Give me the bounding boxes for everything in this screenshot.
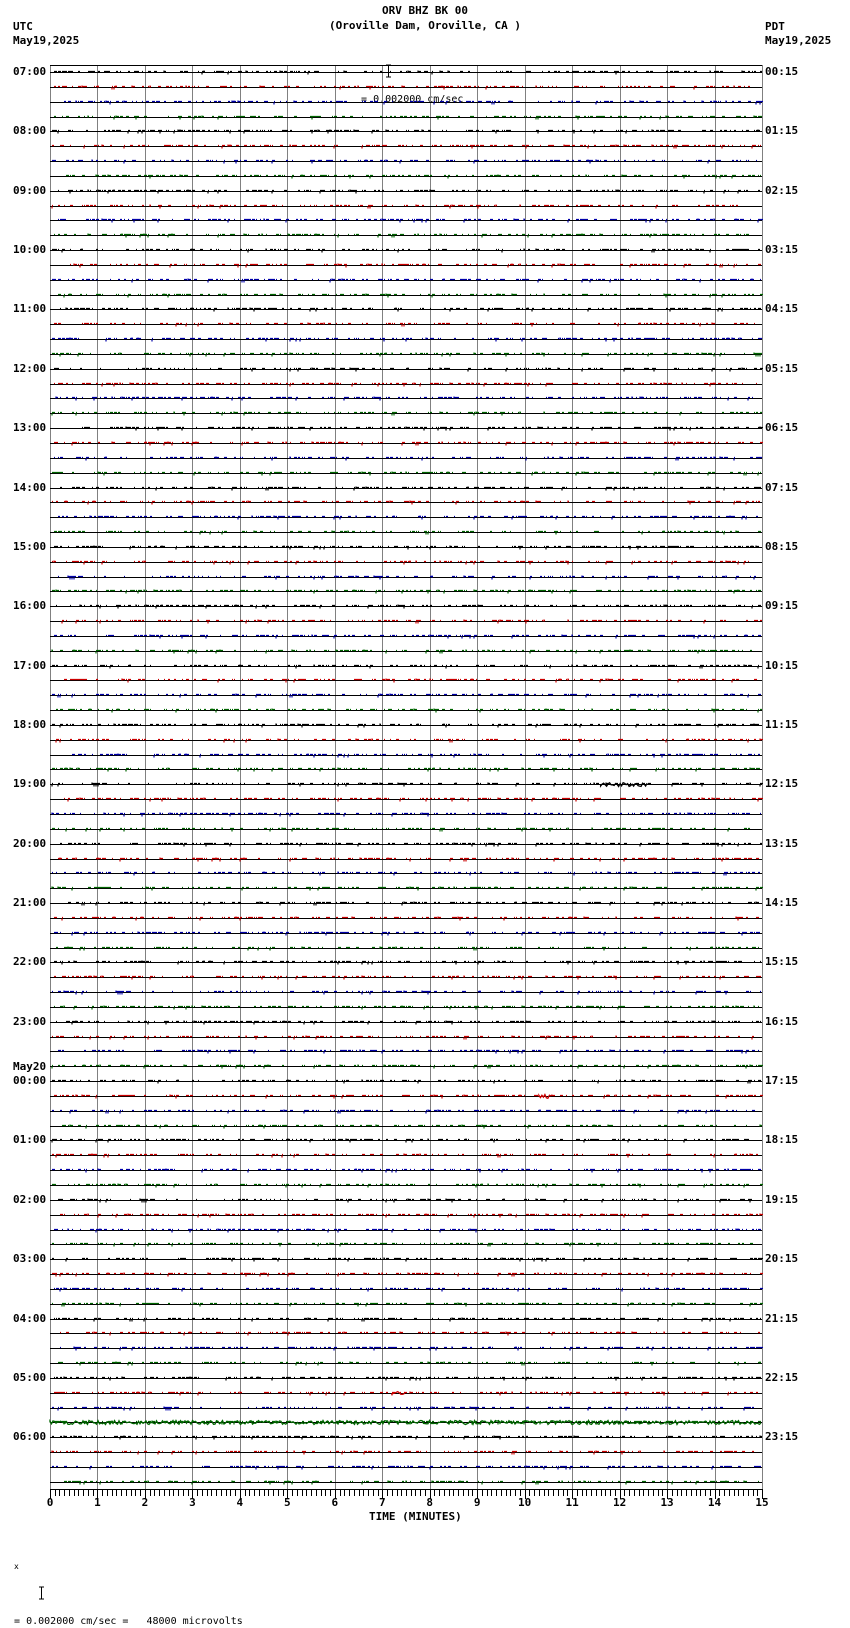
pdt-hour-label: 17:15 xyxy=(765,1074,799,1088)
left-timezone: UTC xyxy=(13,20,33,33)
utc-hour-label: 19:00 xyxy=(13,777,47,791)
x-tick-label: 10 xyxy=(518,1496,532,1509)
pdt-hour-label: 09:15 xyxy=(765,599,799,613)
x-tick-label: 13 xyxy=(660,1496,674,1509)
utc-hour-label: 00:00 xyxy=(13,1074,47,1088)
right-timezone: PDT xyxy=(765,20,785,33)
utc-hour-label: 17:00 xyxy=(13,658,47,672)
scale-legend-text: = 0.002000 cm/sec xyxy=(361,94,464,105)
x-tick-label: 4 xyxy=(236,1496,244,1509)
pdt-hour-label: 19:15 xyxy=(765,1192,799,1206)
pdt-hour-label: 07:15 xyxy=(765,480,799,494)
utc-hour-label: 20:00 xyxy=(13,836,47,850)
x-tick-label: 8 xyxy=(426,1496,434,1509)
right-date: May19,2025 xyxy=(765,34,832,47)
pdt-hour-label: 18:15 xyxy=(765,1133,799,1147)
utc-hour-label: 18:00 xyxy=(13,717,47,731)
footer-scale xyxy=(2,1547,243,1628)
footer-scale-text: = 0.002000 cm/sec = 48000 microvolts xyxy=(14,1616,243,1627)
utc-hour-label: 21:00 xyxy=(13,896,47,910)
pdt-hour-label: 04:15 xyxy=(765,302,799,316)
utc-hour-label: 09:00 xyxy=(13,183,47,197)
x-tick-label: 6 xyxy=(331,1496,339,1509)
utc-hour-label: 02:00 xyxy=(13,1192,47,1206)
chart-subtitle: (Oroville Dam, Oroville, CA ) xyxy=(328,19,522,32)
pdt-hour-label: 03:15 xyxy=(765,243,799,257)
pdt-hour-label: 08:15 xyxy=(765,539,799,553)
x-tick-label: 9 xyxy=(473,1496,481,1509)
pdt-hour-label: 16:15 xyxy=(765,1014,799,1028)
x-tick-label: 1 xyxy=(94,1496,101,1509)
utc-hour-label: 12:00 xyxy=(13,361,47,375)
x-tick-label: 3 xyxy=(189,1496,196,1509)
pdt-hour-label: 20:15 xyxy=(765,1252,799,1266)
utc-hour-label: 10:00 xyxy=(13,243,47,257)
utc-hour-label: 14:00 xyxy=(13,480,47,494)
x-tick-label: 7 xyxy=(378,1496,386,1509)
utc-hour-label: 15:00 xyxy=(13,539,47,553)
utc-hour-label: 04:00 xyxy=(13,1311,47,1325)
x-tick-label: 0 xyxy=(46,1496,54,1509)
utc-hour-label: 13:00 xyxy=(13,421,47,435)
left-date: May19,2025 xyxy=(13,34,80,47)
utc-hour-label: 23:00 xyxy=(13,1014,47,1028)
x-tick-label: 2 xyxy=(141,1496,149,1509)
utc-date-change-label: May20 xyxy=(13,1060,47,1074)
utc-hour-label: 05:00 xyxy=(13,1370,47,1384)
pdt-hour-label: 12:15 xyxy=(765,777,799,791)
utc-hour-label: 11:00 xyxy=(13,302,47,316)
x-tick-label: 5 xyxy=(284,1496,291,1509)
utc-hour-label: 16:00 xyxy=(13,599,47,613)
x-tick-label: 15 xyxy=(755,1496,769,1509)
pdt-hour-label: 14:15 xyxy=(765,896,799,910)
utc-hour-label: 08:00 xyxy=(13,124,47,138)
utc-hour-label: 06:00 xyxy=(13,1430,47,1444)
pdt-hour-label: 05:15 xyxy=(765,361,799,375)
footer-scale-bar-icon xyxy=(14,1573,21,1586)
x-axis-label: TIME (MINUTES) xyxy=(369,1510,462,1523)
pdt-hour-label: 10:15 xyxy=(765,658,799,672)
pdt-hour-label: 22:15 xyxy=(765,1370,799,1384)
chart-title: ORV BHZ BK 00 xyxy=(381,4,469,17)
x-tick-label: 14 xyxy=(707,1496,722,1509)
utc-hour-label: 03:00 xyxy=(13,1252,47,1266)
pdt-hour-label: 23:15 xyxy=(765,1430,799,1444)
pdt-hour-label: 15:15 xyxy=(765,955,799,969)
x-tick-label: 11 xyxy=(565,1496,579,1509)
utc-hour-label: 01:00 xyxy=(13,1133,47,1147)
pdt-hour-label: 11:15 xyxy=(765,717,799,731)
footer-marker: x xyxy=(14,1562,19,1571)
utc-hour-label: 22:00 xyxy=(13,955,47,969)
pdt-hour-label: 01:15 xyxy=(765,124,799,138)
x-tick-label: 12 xyxy=(612,1496,627,1509)
pdt-hour-label: 00:15 xyxy=(765,65,799,78)
pdt-hour-label: 06:15 xyxy=(765,421,799,435)
pdt-hour-label: 02:15 xyxy=(765,183,799,197)
pdt-hour-label: 21:15 xyxy=(765,1311,799,1325)
utc-hour-label: 07:00 xyxy=(13,65,47,78)
pdt-hour-label: 13:15 xyxy=(765,836,799,850)
